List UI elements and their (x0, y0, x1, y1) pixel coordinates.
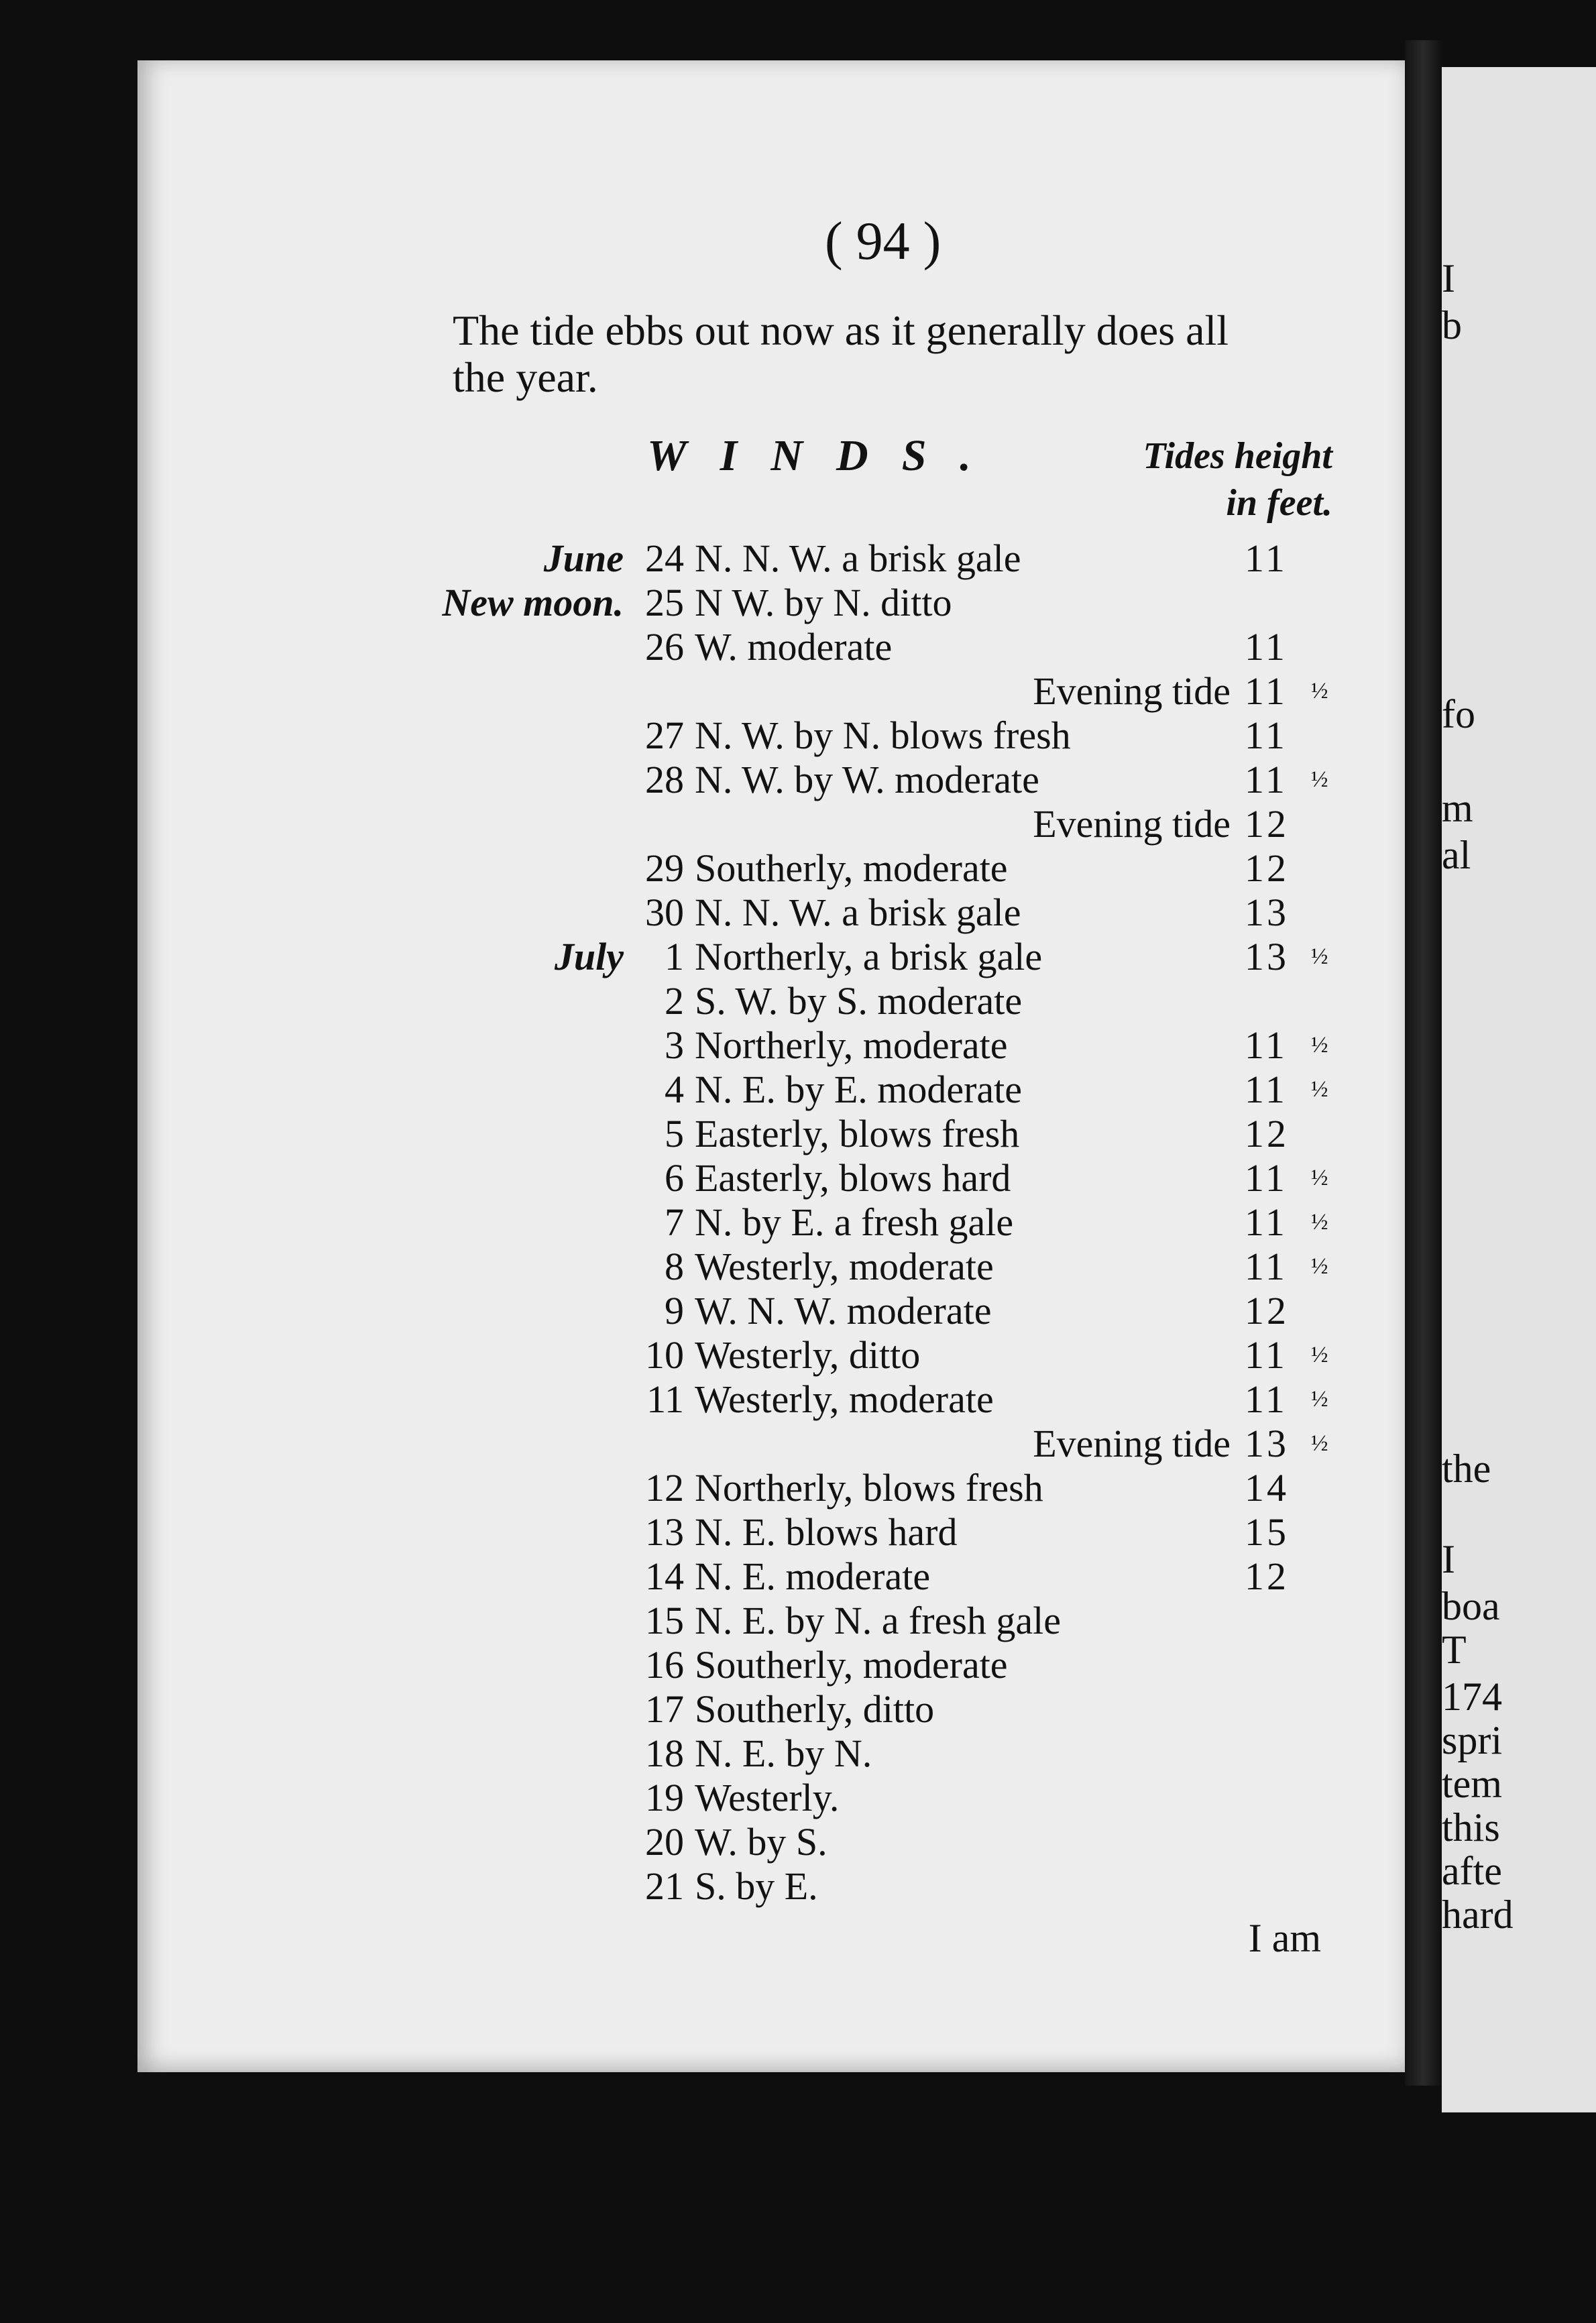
table-row (0, 536, 1596, 581)
row-evening-tide: Evening tide (1033, 669, 1231, 713)
row-wind: N. E. by N. a fresh gale (695, 1599, 1061, 1642)
row-wind: Easterly, blows fresh (695, 1112, 1020, 1155)
row-height: 11 (1245, 1156, 1288, 1200)
row-day: 18 (645, 1732, 684, 1775)
row-height: 15 (1245, 1510, 1289, 1554)
row-wind: Westerly. (695, 1776, 840, 1819)
tides-header-line-2: in feet. (1226, 482, 1332, 524)
table-row (0, 802, 1596, 846)
facing-page-fragment: fo (1442, 692, 1475, 736)
row-height: 13 (1245, 1422, 1289, 1465)
row-height: 12 (1245, 802, 1289, 846)
table-row (0, 758, 1596, 802)
table-row (0, 669, 1596, 714)
facing-page-fragment: al (1442, 833, 1471, 877)
facing-page-fragment: this (1442, 1805, 1500, 1850)
page-number: ( 94 ) (825, 212, 942, 271)
row-wind: Westerly, ditto (695, 1333, 921, 1377)
row-height: 11 (1245, 1245, 1288, 1288)
row-day: 14 (645, 1554, 684, 1598)
table-row (0, 891, 1596, 935)
table-row (0, 1068, 1596, 1112)
row-wind: N. N. W. a brisk gale (695, 891, 1021, 934)
row-wind: W. moderate (695, 625, 893, 669)
row-wind: N. E. by N. (695, 1732, 872, 1775)
row-height: 11 (1245, 1200, 1288, 1244)
row-day: 13 (645, 1510, 684, 1554)
row-height: 12 (1245, 1554, 1289, 1598)
row-height-fraction: ½ (1311, 944, 1328, 969)
table-row (0, 625, 1596, 669)
row-evening-tide: Evening tide (1033, 1422, 1231, 1465)
row-day: 17 (645, 1687, 684, 1731)
table-row (0, 1820, 1596, 1864)
row-day: 29 (645, 846, 684, 890)
catchword: I am (1248, 1916, 1321, 1960)
row-wind: Westerly, moderate (695, 1377, 994, 1421)
intro-line-1: The tide ebbs out now as it generally does all (453, 306, 1229, 354)
facing-page-fragment: I (1442, 1537, 1455, 1581)
row-wind: Southerly, moderate (695, 846, 1008, 890)
row-wind: Easterly, blows hard (695, 1156, 1011, 1200)
row-wind: S. W. by S. moderate (695, 979, 1023, 1023)
table-row (0, 1289, 1596, 1333)
row-height: 11 (1245, 714, 1288, 757)
facing-page-fragment: the (1442, 1447, 1491, 1491)
facing-page-fragment: m (1442, 786, 1473, 830)
table-row (0, 935, 1596, 979)
row-wind: N W. by N. ditto (695, 581, 952, 624)
row-wind: Westerly, moderate (695, 1245, 994, 1288)
table-row (0, 1599, 1596, 1643)
row-wind: W. N. W. moderate (695, 1289, 992, 1333)
facing-page-fragment: tem (1442, 1762, 1502, 1806)
row-day: 25 (645, 581, 684, 624)
table-row (0, 1200, 1596, 1245)
intro-line-2: the year. (453, 353, 598, 401)
facing-page-fragment: afte (1442, 1849, 1502, 1893)
row-wind: N. W. by N. blows fresh (695, 714, 1071, 757)
table-row (0, 1156, 1596, 1200)
row-height: 12 (1245, 1112, 1289, 1155)
row-wind: N. E. moderate (695, 1554, 931, 1598)
table-row (0, 714, 1596, 758)
row-wind: N. E. by E. moderate (695, 1068, 1023, 1111)
row-wind: W. by S. (695, 1820, 828, 1864)
table-row (0, 1023, 1596, 1068)
row-height: 12 (1245, 846, 1289, 890)
row-day: 30 (645, 891, 684, 934)
table-row (0, 1732, 1596, 1776)
row-wind: Northerly, moderate (695, 1023, 1008, 1067)
row-day: 6 (665, 1156, 684, 1200)
row-day: 4 (665, 1068, 684, 1111)
row-height: 11 (1245, 536, 1288, 580)
row-height: 14 (1245, 1466, 1289, 1510)
row-month: New moon. (442, 581, 624, 624)
facing-page-fragment: I (1442, 256, 1455, 300)
row-height: 11 (1245, 669, 1288, 713)
row-month: July (554, 935, 624, 978)
row-height: 11 (1245, 758, 1288, 801)
row-day: 12 (645, 1466, 684, 1510)
row-height-fraction: ½ (1311, 1033, 1328, 1058)
row-day: 7 (665, 1200, 684, 1244)
table-row (0, 1776, 1596, 1820)
table-row (0, 979, 1596, 1023)
row-wind: Southerly, ditto (695, 1687, 935, 1731)
table-row (0, 1377, 1596, 1422)
facing-page-fragment: spri (1442, 1718, 1502, 1762)
row-wind: N. E. blows hard (695, 1510, 958, 1554)
row-height-fraction: ½ (1311, 1343, 1328, 1367)
row-day: 3 (665, 1023, 684, 1067)
row-day: 19 (645, 1776, 684, 1819)
tides-header-line-1: Tides height (1143, 435, 1332, 477)
row-day: 10 (645, 1333, 684, 1377)
row-day: 28 (645, 758, 684, 801)
row-height-fraction: ½ (1311, 1387, 1328, 1412)
row-day: 21 (645, 1864, 684, 1908)
row-wind: N. N. W. a brisk gale (695, 536, 1021, 580)
row-day: 5 (665, 1112, 684, 1155)
table-row (0, 1643, 1596, 1687)
row-day: 16 (645, 1643, 684, 1687)
table-row (0, 1864, 1596, 1909)
row-height-fraction: ½ (1311, 1431, 1328, 1456)
row-day: 8 (665, 1245, 684, 1288)
row-day: 20 (645, 1820, 684, 1864)
row-wind: Northerly, blows fresh (695, 1466, 1043, 1510)
row-height: 13 (1245, 935, 1289, 978)
row-day: 15 (645, 1599, 684, 1642)
row-height: 11 (1245, 625, 1288, 669)
row-height-fraction: ½ (1311, 767, 1328, 792)
row-wind: Southerly, moderate (695, 1643, 1008, 1687)
row-wind: N. by E. a fresh gale (695, 1200, 1014, 1244)
table-row (0, 1112, 1596, 1156)
row-height: 11 (1245, 1023, 1288, 1067)
row-day: 1 (665, 935, 684, 978)
row-day: 27 (645, 714, 684, 757)
table-row (0, 1687, 1596, 1732)
row-day: 2 (665, 979, 684, 1023)
row-height-fraction: ½ (1311, 1210, 1328, 1235)
facing-page-fragment: boa (1442, 1584, 1500, 1628)
table-row (0, 1510, 1596, 1554)
table-row (0, 1422, 1596, 1466)
facing-page-fragment: 174 (1442, 1675, 1502, 1719)
row-evening-tide: Evening tide (1033, 802, 1231, 846)
table-row (0, 1466, 1596, 1510)
row-wind: Northerly, a brisk gale (695, 935, 1043, 978)
row-day: 24 (645, 536, 684, 580)
row-wind: N. W. by W. moderate (695, 758, 1039, 801)
row-height-fraction: ½ (1311, 679, 1328, 703)
row-height: 11 (1245, 1333, 1288, 1377)
row-height: 13 (1245, 891, 1289, 934)
row-day: 11 (646, 1377, 684, 1421)
table-row (0, 1554, 1596, 1599)
facing-page-fragment: T (1442, 1628, 1467, 1672)
row-wind: S. by E. (695, 1864, 818, 1908)
table-row (0, 1333, 1596, 1377)
table-row (0, 1245, 1596, 1289)
winds-header: WINDS. (647, 431, 1005, 480)
table-row (0, 846, 1596, 891)
row-height: 11 (1245, 1377, 1288, 1421)
row-height: 12 (1245, 1289, 1289, 1333)
row-day: 9 (665, 1289, 684, 1333)
row-height-fraction: ½ (1311, 1077, 1328, 1102)
table-row (0, 581, 1596, 625)
row-height-fraction: ½ (1311, 1254, 1328, 1279)
row-height-fraction: ½ (1311, 1166, 1328, 1190)
row-height: 11 (1245, 1068, 1288, 1111)
facing-page-fragment: hard (1442, 1892, 1514, 1937)
row-day: 26 (645, 625, 684, 669)
row-month: June (543, 536, 624, 580)
facing-page-fragment: b (1442, 303, 1462, 347)
